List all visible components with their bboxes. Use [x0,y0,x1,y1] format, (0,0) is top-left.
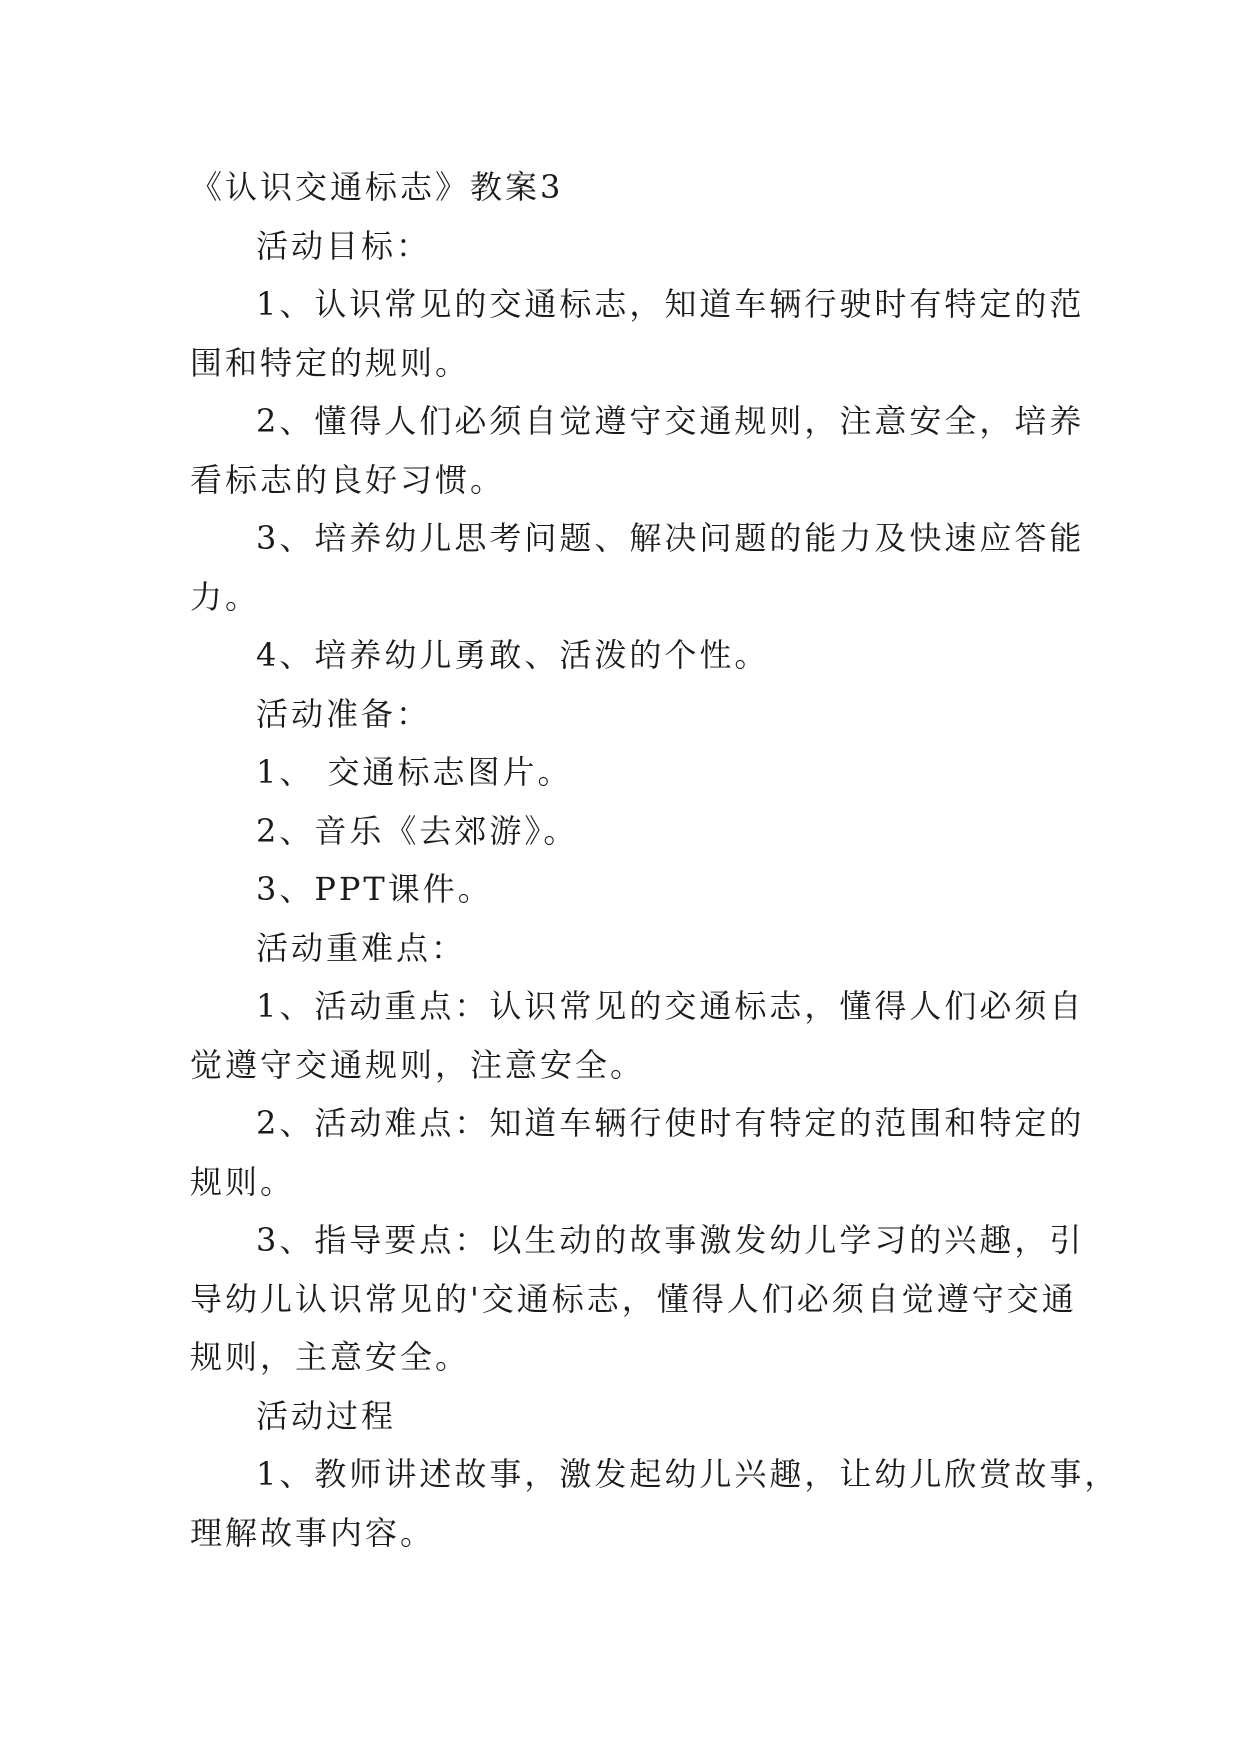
paragraph-line: 导幼儿认识常见的'交通标志，懂得人们必须自觉遵守交通 [190,1279,1077,1318]
section-heading-goals: 活动目标： [256,226,432,265]
paragraph-line: 1、 交通标志图片。 [256,753,573,791]
paragraph-line: 力。 [190,577,261,616]
paragraph-line: 规则，主意安全。 [190,1338,471,1376]
paragraph-line: 4、培养幼儿勇敢、活泼的个性。 [256,636,770,674]
paragraph-line: 2、懂得人们必须自觉遵守交通规则，注意安全，培养 [256,402,1085,440]
paragraph-line: 2、音乐《去郊游》。 [256,811,579,850]
section-heading-preparation: 活动准备： [256,694,432,733]
paragraph-line: 围和特定的规则。 [190,343,471,382]
paragraph-line: 1、教师讲述故事，激发起幼儿兴趣，让幼儿欣赏故事， [256,1455,1120,1493]
paragraph-line: 看标志的良好习惯。 [190,460,506,499]
section-heading-process: 活动过程 [256,1396,397,1435]
paragraph-line: 3、指导要点：以生动的故事激发幼儿学习的兴趣，引 [256,1221,1085,1259]
paragraph-line: 2、活动难点：知道车辆行使时有特定的范围和特定的 [256,1104,1085,1142]
paragraph-line: 理解故事内容。 [190,1513,436,1552]
paragraph-line: 觉遵守交通规则，注意安全。 [190,1045,646,1084]
paragraph-line: 3、PPT课件。 [256,870,493,908]
paragraph-line: 规则。 [190,1162,296,1201]
document-title: 《认识交通标志》教案3 [190,168,564,206]
paragraph-line: 3、培养幼儿思考问题、解决问题的能力及快速应答能 [256,519,1085,557]
paragraph-line: 1、认识常见的交通标志，知道车辆行驶时有特定的范 [256,285,1085,323]
section-heading-key-points: 活动重难点： [256,928,467,967]
paragraph-line: 1、活动重点：认识常见的交通标志，懂得人们必须自 [256,987,1085,1025]
document-body [190,158,1120,1562]
